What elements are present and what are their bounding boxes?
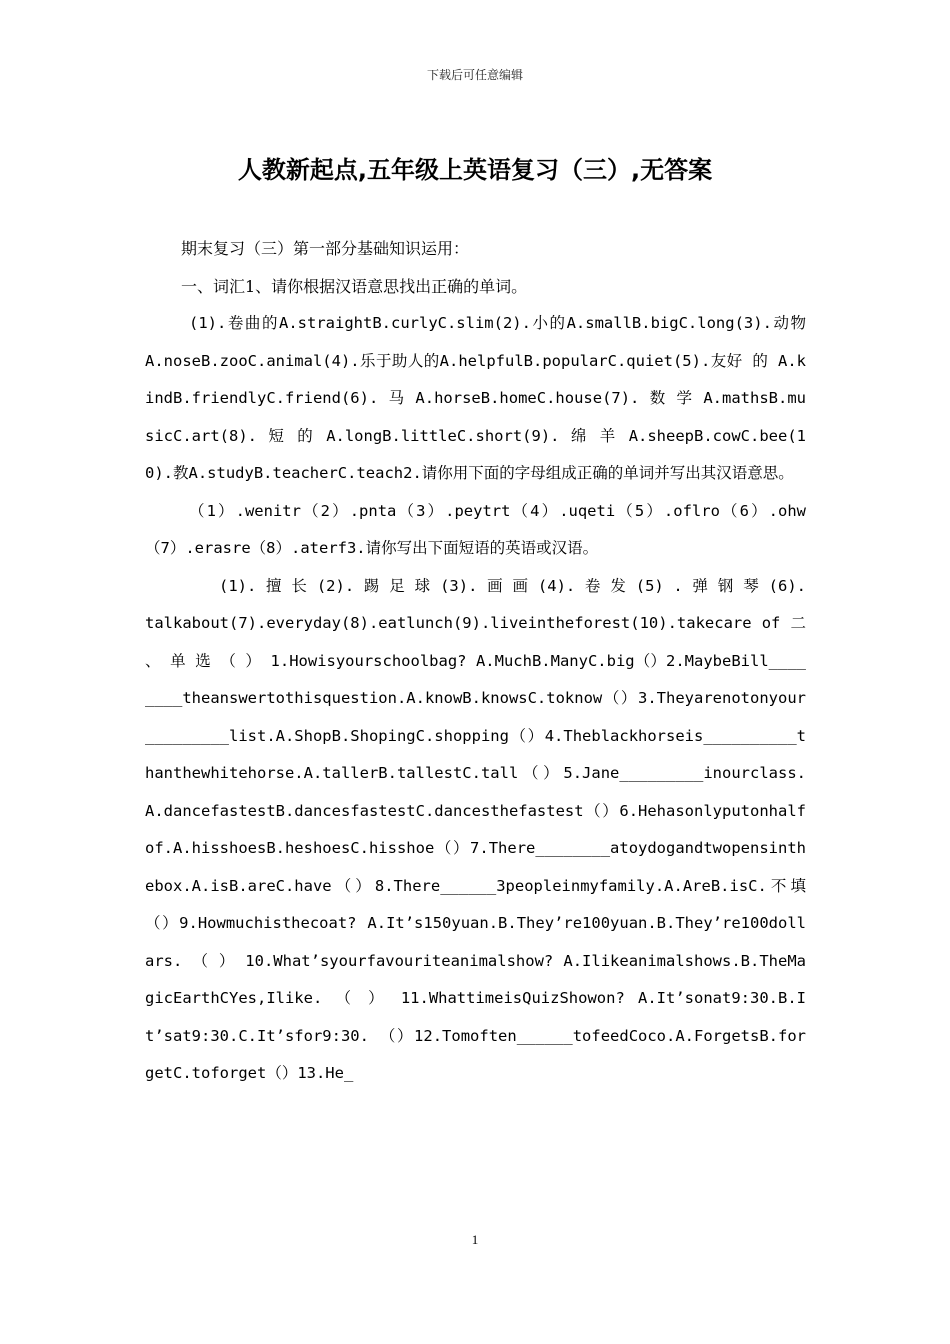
- paragraph-phrases-and-choices: (1). 擅 长 (2). 踢 足 球 (3). 画 画 (4). 卷 发 (5) . 弹 钢 琴 (6).talkabout(7).everyday(8).eatlunch(9).liveintheforest(10).takecare of 二 、 单 选 （ ） 1.Howisyourschoolbag? A.MuchB.ManyC.big（）2.MaybeBill________theanswertothisquestion.A.knowB.knowsC.toknow（）3.Theyarenotonyour_________list.A.ShopB.ShopingC.shopping（）4.Theblackhorseis__________thanthewhitehorse.A.tallerB.tallestC.tall（）5.Jane_________inourclass.A.dancefastestB.dancesfastestC.dancesthefastest（）6.Hehasonlyputonhalfof.A.hisshoesB.heshoesC.hisshoe（）7.There________atoydogandtwopensinthebox.A.isB.areC.have（）8.There______3peopleinmyfamily.A.AreB.isC.不填（）9.Howmuchisthecoat? A.It’s150yuan.B.They’re100yuan.B.They’re100dollars. （ ） 10.What’syourfavouriteanimalshow? A.Ilikeanimalshows.B.TheMagicEarthCYes,Ilike. （ ） 11.WhattimeisQuizShowon? A.It’sonat9:30.B.It’sat9:30.C.It’sfor9:30. （）12.Tomoften______tofeedCoco.A.ForgetsB.forgetC.toforget（）13.He_: [145, 576, 806, 1082]
- page-number: 1: [471, 1232, 479, 1247]
- header-note: 下载后可任意编辑: [426, 68, 523, 82]
- paragraph-vocabulary-questions: (1).卷曲的A.straightB.curlyC.slim(2).小的A.smallB.bigC.long(3).动物A.noseB.zooC.animal(4).乐于助人的A.helpfulB.popularC.quiet(5).友好 的 A.kindB.friendlyC.friend(6). 马 A.horseB.homeC.house(7). 数 学 A.mathsB.musicC.art(8). 短 的 A.longB.littleC.short(9). 绵 羊 A.sheepB.cowC.bee(10).教A.studyB.teacherC.teach2.请你用下面的字母组成正确的单词并写出其汉语意思。: [145, 314, 806, 482]
- page-title: 人教新起点,五年级上英语复习（三）,无答案: [237, 156, 713, 184]
- document-body: [145, 230, 806, 1093]
- paragraph-vocabulary-heading: 一、词汇1、请你根据汉语意思找出正确的单词。: [181, 276, 528, 296]
- paragraph-letter-unscramble: （1）.wenitr（2）.pnta（3）.peytrt（4）.uqeti（5）.oflro（6）.ohw（7）.erasre（8）.aterf3.请你写出下面短语的英语或汉语。: [145, 501, 806, 557]
- paragraph-review-heading: 期末复习（三）第一部分基础知识运用：: [181, 239, 470, 258]
